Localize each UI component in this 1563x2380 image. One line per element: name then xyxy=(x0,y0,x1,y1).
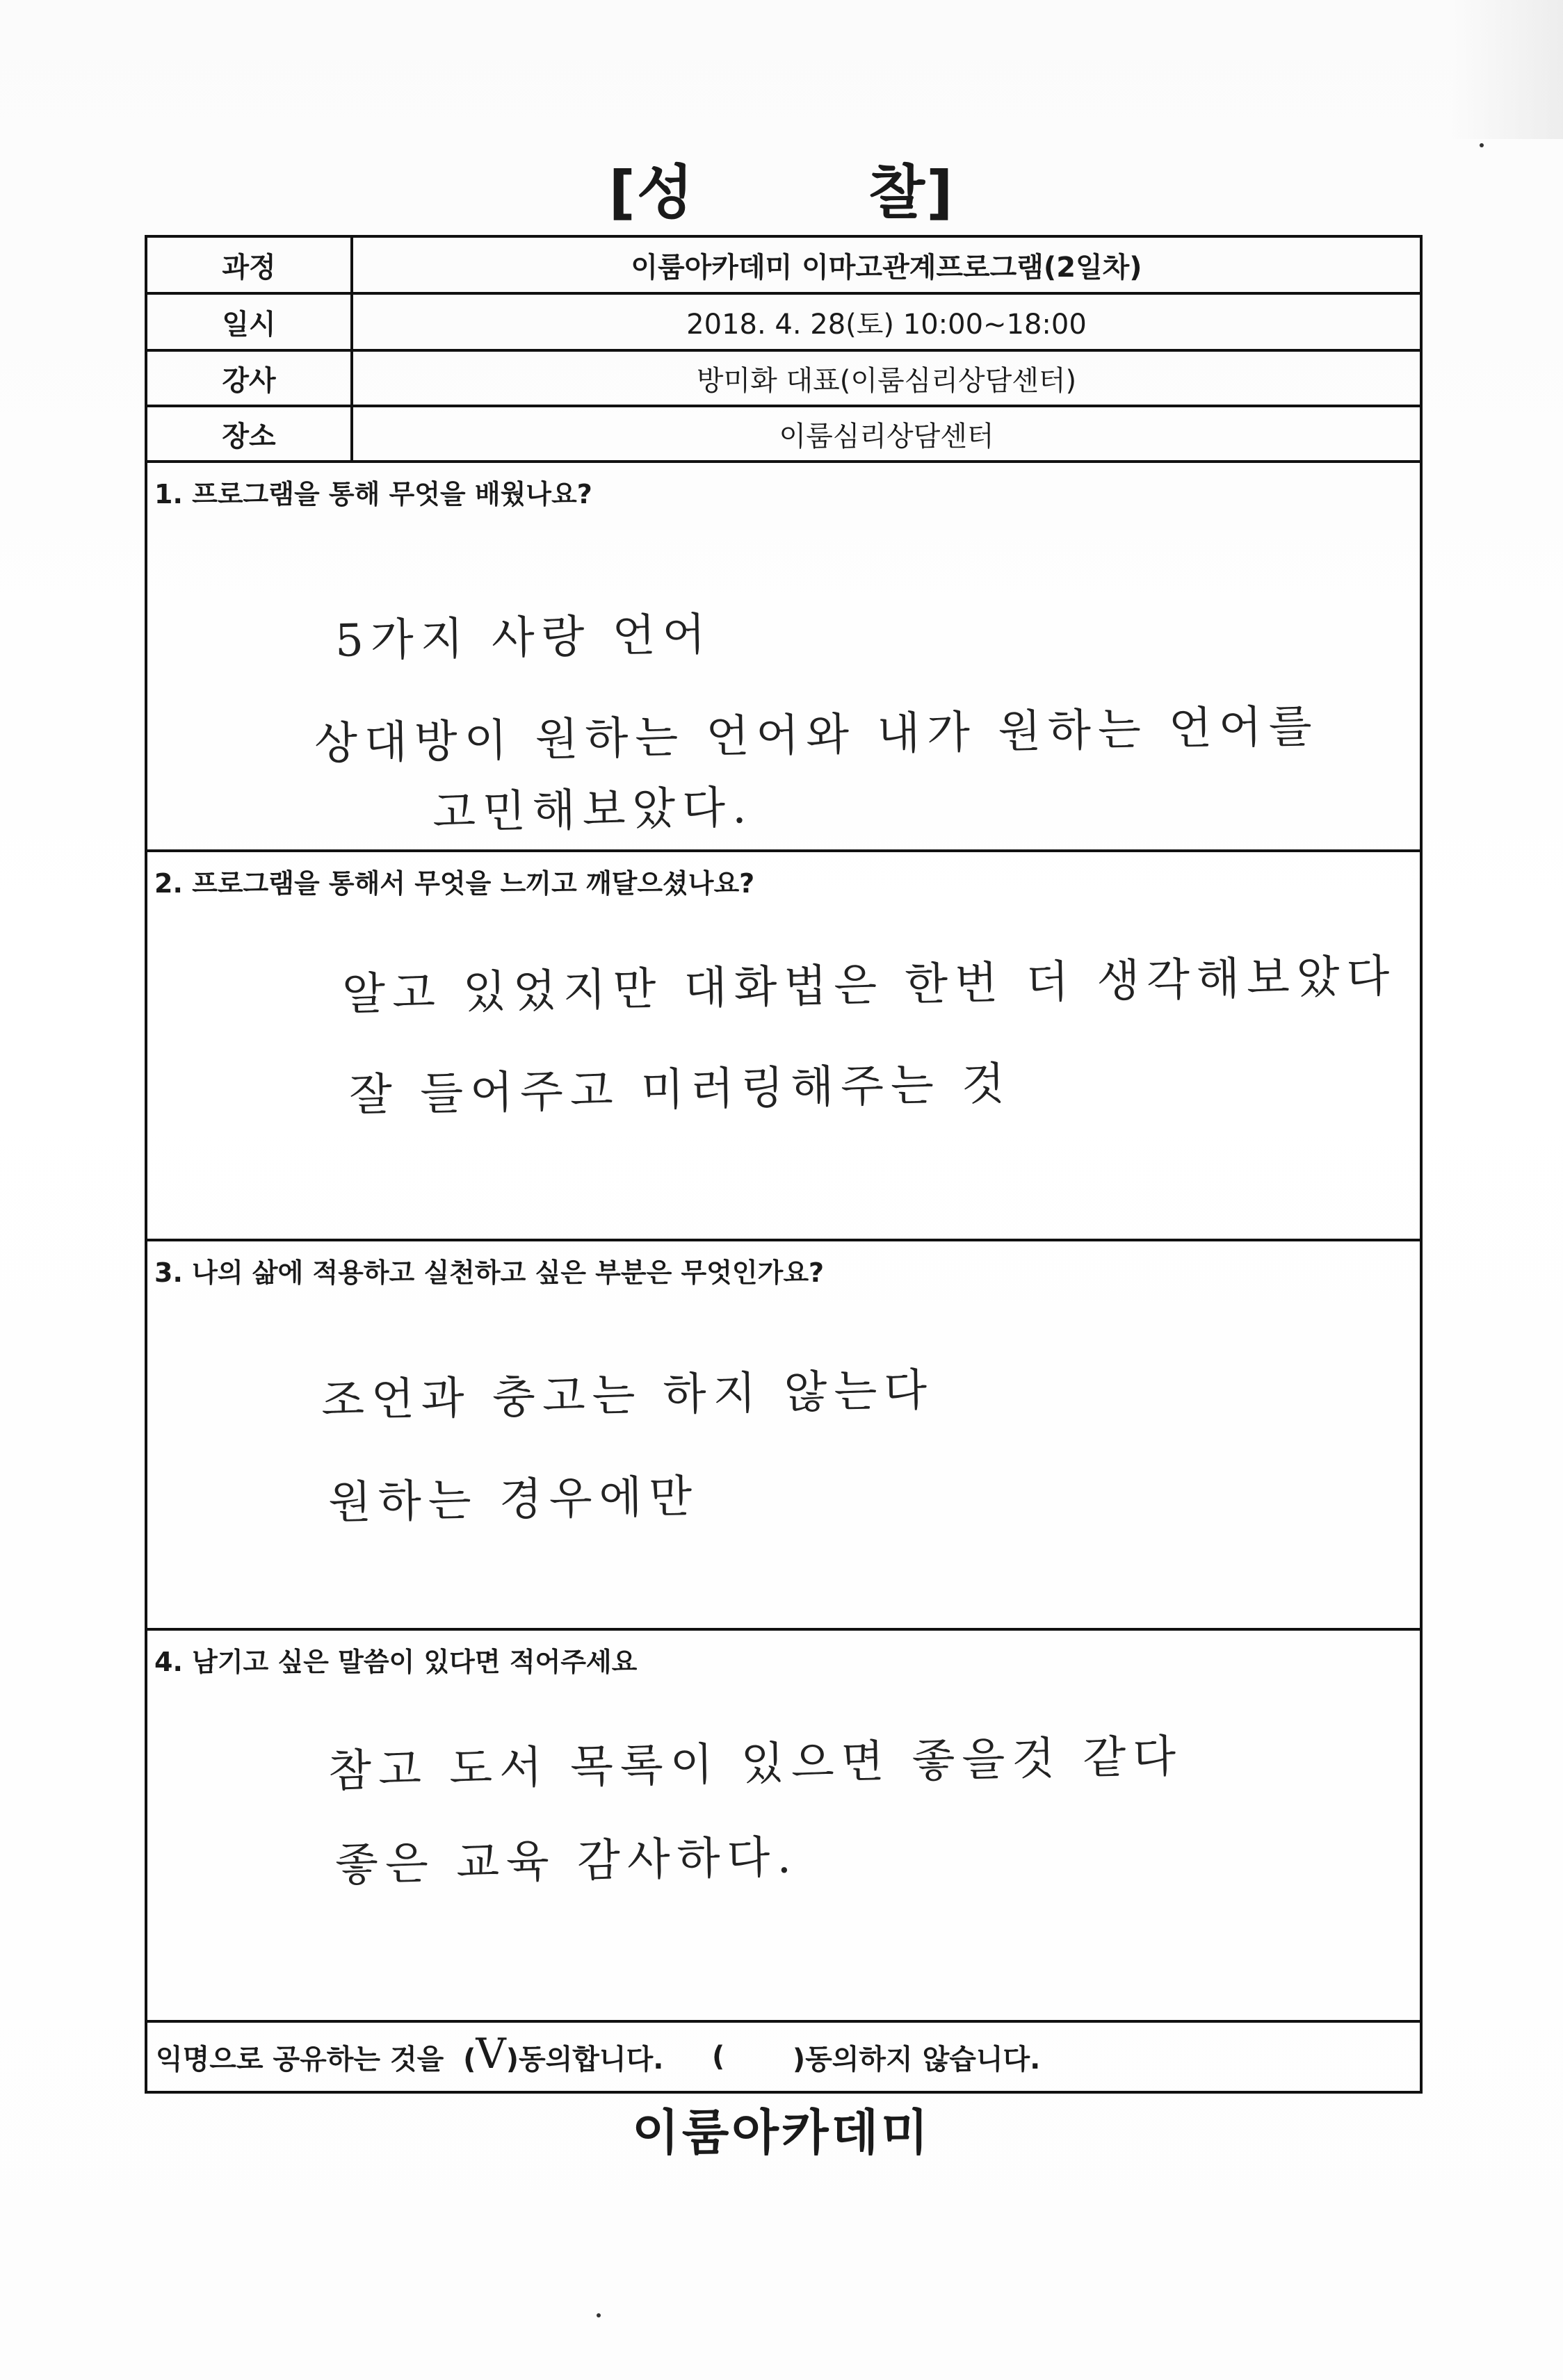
handwritten-answer-line: 5가지 사랑 언어 xyxy=(334,609,713,667)
consent-agree-label: )동의합니다. xyxy=(505,2043,664,2076)
place-value: 이룸심리상담센터 xyxy=(779,420,994,453)
footer-organization: 이룸아카데미 xyxy=(632,2104,931,2161)
handwritten-answer-line: 참고 도서 목록이 있으면 좋을것 같다 xyxy=(327,1731,1183,1798)
disagree-check-box[interactable]: ( xyxy=(663,2041,793,2073)
question-prompt-1: 1. 프로그램을 통해 무엇을 배웠나요? xyxy=(154,479,592,510)
handwritten-answer-line: 알고 있었지만 대화법은 한번 더 생각해보았다 xyxy=(341,950,1398,1021)
date-label: 일시 xyxy=(147,295,353,349)
handwritten-answer-line: 좋은 교육 감사하다. xyxy=(334,1832,799,1891)
question-section-2 xyxy=(147,852,1420,1241)
reflection-form xyxy=(145,235,1423,2094)
question-section-1 xyxy=(147,463,1420,852)
consent-row xyxy=(147,2023,1420,2091)
consent-disagree-label: )동의하지 않습니다. xyxy=(792,2043,1041,2076)
handwritten-answer-line: 원하는 경우에만 xyxy=(327,1471,699,1529)
course-label: 과정 xyxy=(147,238,353,292)
agree-check-mark[interactable]: V xyxy=(476,2030,506,2078)
place-label: 장소 xyxy=(147,407,353,460)
paper-edge-shadow xyxy=(1452,0,1563,139)
consent-prefix: 익명으로 공유하는 것을 ( xyxy=(156,2043,476,2076)
handwritten-answer-line: 상대방이 원하는 언어와 내가 원하는 언어를 xyxy=(314,701,1320,770)
course-row xyxy=(147,238,1420,295)
question-section-3 xyxy=(147,1241,1420,1631)
handwritten-answer-line: 고민해보았다. xyxy=(432,781,754,840)
date-row xyxy=(147,295,1420,352)
course-value: 이룸아카데미 이마고관계프로그램(2일차) xyxy=(631,251,1142,284)
question-prompt-2: 2. 프로그램을 통해서 무엇을 느끼고 깨달으셨나요? xyxy=(154,868,755,899)
question-section-4 xyxy=(147,1631,1420,2023)
instructor-value: 방미화 대표(이룸심리상담센터) xyxy=(696,364,1077,397)
handwritten-answer-line: 잘 들어주고 미러링해주는 것 xyxy=(348,1058,1012,1122)
question-prompt-3: 3. 나의 삶에 적용하고 실천하고 싶은 부분은 무엇인가요? xyxy=(154,1257,825,1288)
paper-speck xyxy=(1480,143,1484,147)
instructor-row xyxy=(147,352,1420,407)
handwritten-answer-line: 조언과 충고는 하지 않는다 xyxy=(321,1364,934,1427)
document-title: [성 찰] xyxy=(608,158,955,227)
date-value: 2018. 4. 28(토) 10:00~18:00 xyxy=(686,308,1087,341)
paper-speck xyxy=(597,2313,601,2317)
place-row xyxy=(147,407,1420,463)
instructor-label: 강사 xyxy=(147,352,353,405)
question-prompt-4: 4. 남기고 싶은 말씀이 있다면 적어주세요 xyxy=(154,1647,638,1677)
